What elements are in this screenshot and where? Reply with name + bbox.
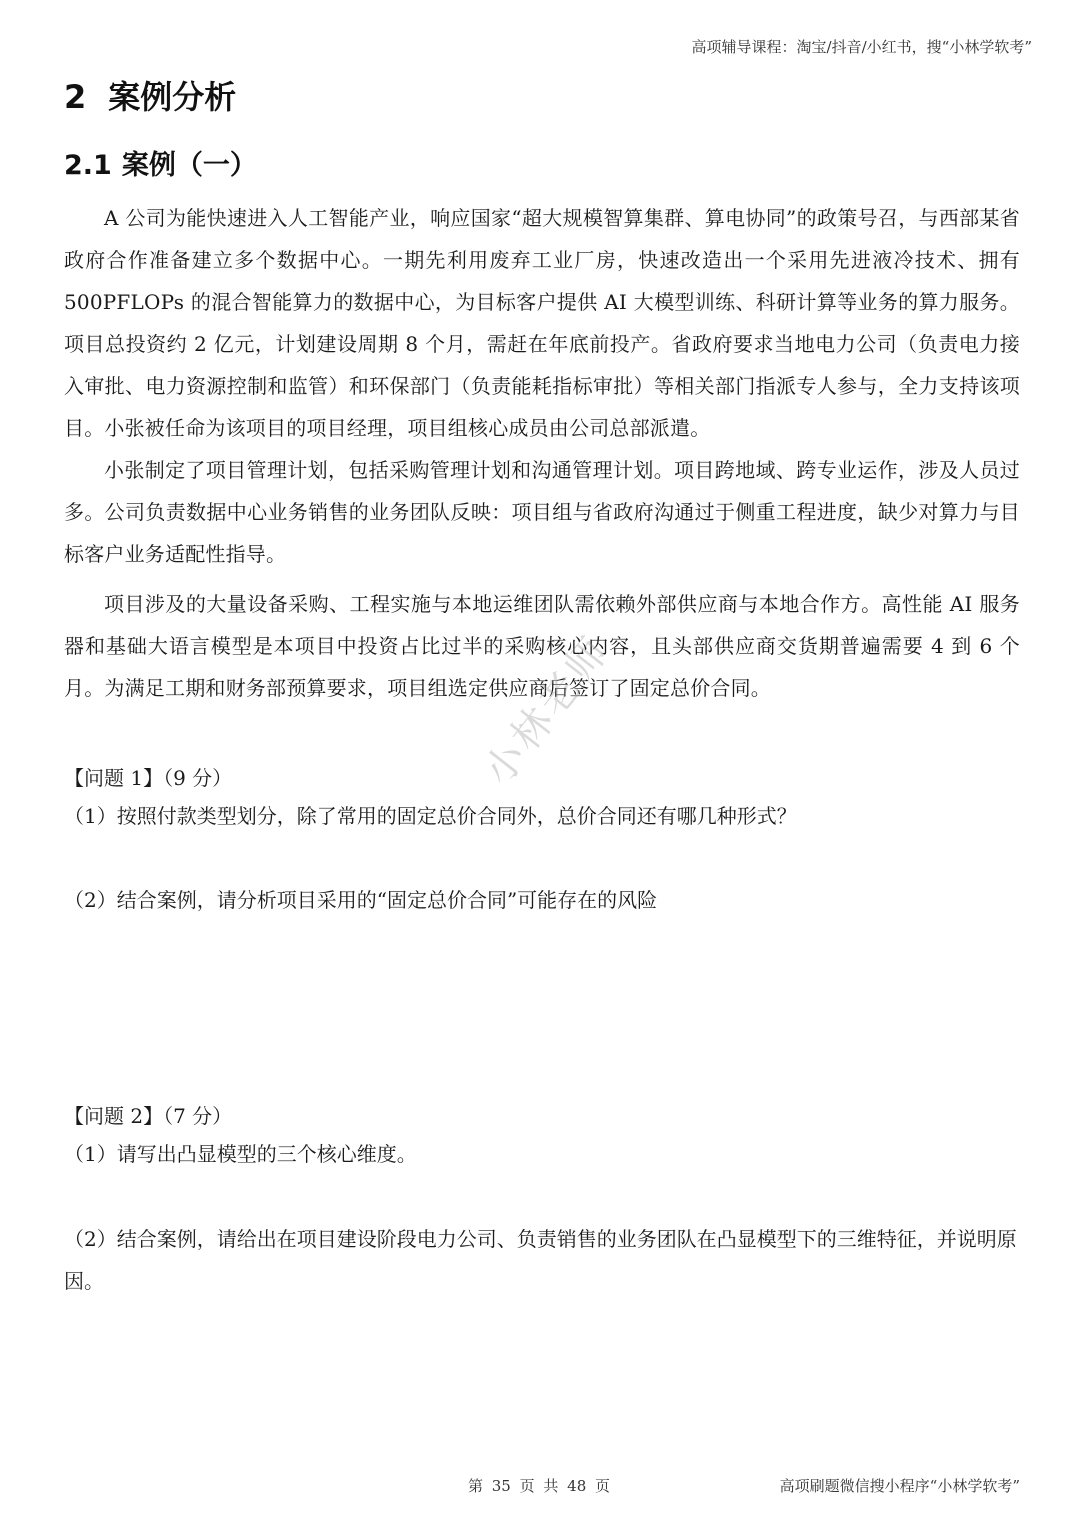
question-1-item-1: （1）按照付款类型划分，除了常用的固定总价合同外，总价合同还有哪几种形式？ [64, 804, 797, 828]
question-2-heading: 【问题 2】（7 分） [64, 1104, 233, 1128]
subsection-title: 案例（一） [121, 150, 257, 181]
section-heading [64, 72, 236, 118]
page-number: 第 35 页 共 48 页 [468, 1477, 611, 1495]
section-number: 2 [64, 78, 87, 116]
case-paragraph: A 公司为能快速进入人工智能产业，响应国家“超大规模智算集群、算电协同”的政策号召，与西部某省政府合作准备建立多个数据中心。一期先利用废弃工业厂房，快速改造出一个采用先进液冷技术、拥有 500PFLOPs 的混合智能算力的数据中心，为目标客户提供 AI 大模型训练、科研计算等业务的算力服务。项目总投资约 2 亿元，计划建设周期 8 个月，需赶在年底前投产。省政府要求当地电力公司（负责电力接入审批、电力资源控制和监管）和环保部门（负责能耗指标审批）等相关部门指派专人参与，全力支持该项目。小张被任命为该项目的项目经理，项目组核心成员由公司总部派遣。 [64, 206, 1020, 440]
subsection-number: 2.1 [64, 150, 112, 181]
footer-note: 高项刷题微信搜小程序“小林学软考” [779, 1477, 1020, 1495]
watermark-text: 小林老师 [475, 626, 620, 794]
question-1-item-2: （2）结合案例，请分析项目采用的“固定总价合同”可能存在的风险 [64, 888, 658, 912]
section-title: 案例分析 [108, 78, 237, 116]
subsection-heading [64, 143, 257, 182]
question-2-item-1: （1）请写出凸显模型的三个核心维度。 [64, 1142, 417, 1166]
case-paragraph: 项目涉及的大量设备采购、工程实施与本地运维团队需依赖外部供应商与本地合作方。高性能 AI 服务器和基础大语言模型是本项目中投资占比过半的采购核心内容，且头部供应商交货期普遍需要 4 到 6 个月。为满足工期和财务部预算要求，项目组选定供应商后签订了固定总价合同。 [64, 592, 1020, 700]
header-note: 高项辅导课程：淘宝/抖音/小红书，搜“小林学软考” [691, 38, 1032, 56]
question-2-item-2: （2）结合案例，请给出在项目建设阶段电力公司、负责销售的业务团队在凸显模型下的三维特征，并说明原因。 [64, 1227, 1017, 1293]
case-paragraph: 小张制定了项目管理计划，包括采购管理计划和沟通管理计划。项目跨地域、跨专业运作，涉及人员过多。公司负责数据中心业务销售的业务团队反映：项目组与省政府沟通过于侧重工程进度，缺少对算力与目标客户业务适配性指导。 [64, 458, 1020, 566]
question-1-heading: 【问题 1】（9 分） [64, 766, 233, 790]
